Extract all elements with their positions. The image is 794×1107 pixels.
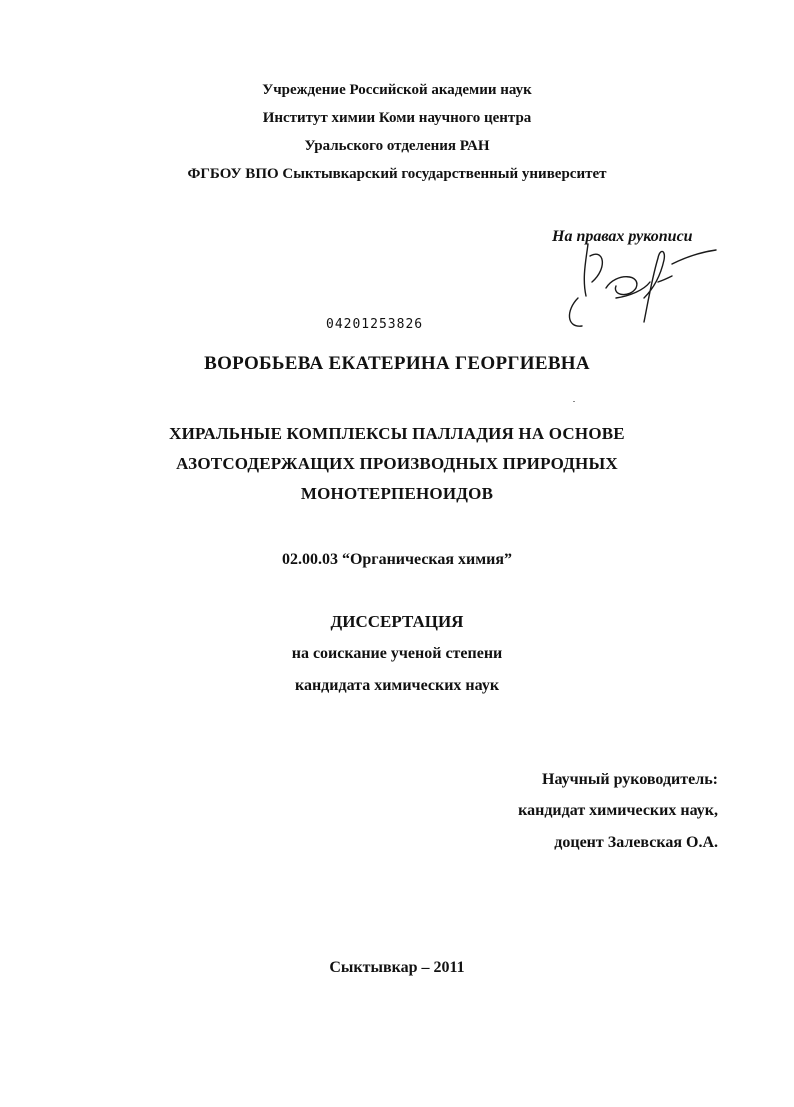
scan-speck <box>573 401 575 402</box>
institution-line-3: Уральского отделения РАН <box>304 138 490 154</box>
institution-line-2: Институт химии Коми научного центра <box>262 110 532 126</box>
document-type: ДИССЕРТАЦИЯ <box>330 612 464 631</box>
city-year: Сыктывкар – 2011 <box>329 959 465 976</box>
supervisor-name: доцент Залевская О.А. <box>554 834 718 851</box>
thesis-title-line-3: МОНОТЕРПЕНОИДОВ <box>300 484 494 503</box>
thesis-title-line-2: АЗОТСОДЕРЖАЩИХ ПРОИЗВОДНЫХ ПРИРОДНЫХ <box>176 454 618 473</box>
supervisor-degree: кандидат химических наук, <box>518 802 718 819</box>
manuscript-rights-note: На правах рукописи <box>552 228 693 245</box>
institution-line-1: Учреждение Российской академии наук <box>262 82 532 98</box>
supervisor-label: Научный руководитель: <box>542 771 718 788</box>
author-name: ВОРОБЬЕВА ЕКАТЕРИНА ГЕОРГИЕВНА <box>204 353 590 374</box>
handwritten-signature <box>560 238 720 338</box>
degree-line-2: кандидата химических наук <box>294 677 500 694</box>
degree-line-1: на соискание ученой степени <box>291 645 503 662</box>
specialty-code: 02.00.03 “Органическая химия” <box>281 551 513 568</box>
institution-line-4: ФГБОУ ВПО Сыктывкарский государственный университет <box>187 166 607 182</box>
thesis-title-line-1: ХИРАЛЬНЫЕ КОМПЛЕКСЫ ПАЛЛАДИЯ НА ОСНОВЕ <box>169 424 625 443</box>
archive-number: 04201253826 <box>326 317 424 332</box>
